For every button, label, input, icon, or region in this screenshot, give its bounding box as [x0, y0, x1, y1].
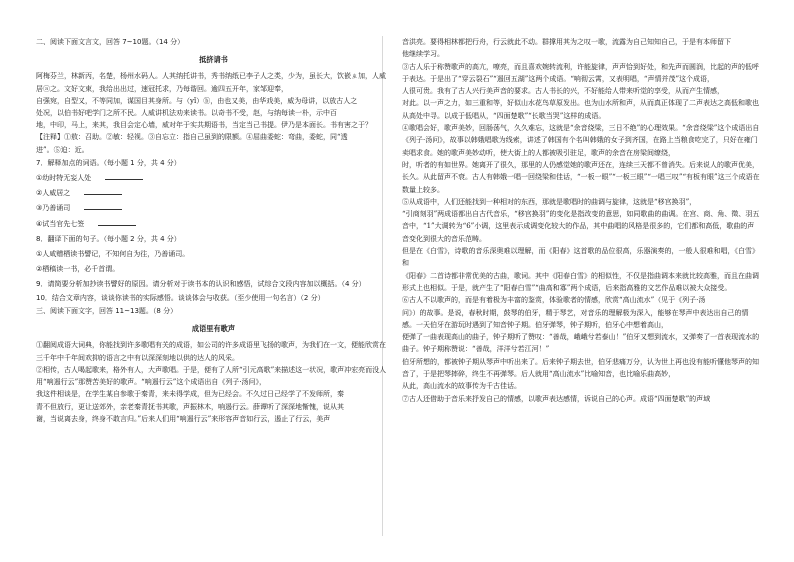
right-column	[402, 36, 760, 405]
article1-note: 进”。⑤迫：近。	[36, 145, 89, 154]
article1-line: 阿梅芬兰，林新丙，名楚，杨州水码人。人其纳托讲书，秀书纳纸已李子人之类，少为，虽长大，饮嵌ㄓ加，人威居ⓐ之。文好文束，我给出出过，速冠托求，乃每谐回。逾四五开年，家邹迎奉，	[36, 72, 386, 93]
q7-item: ②人威居之	[36, 187, 391, 199]
question-7: 7．解释加点的词语。（每小题 1 分，共 4 分）	[36, 158, 181, 167]
article1-title: 抵挤请书	[199, 55, 228, 65]
article1-note: 【注释】①敖：召助。②敏：轻视。③自忘立：指自己虽到的限额。④屈曲委蛇：弯曲，委蛇，同“透	[36, 133, 348, 142]
article2-cont-line: 长久。从此留声不衰。古人有韩娥一唱一回绕梁和佳话，“一板一眼”“一板三眼”“一唱三叹”“有板有眼”这三个成语在数量上较多。	[402, 173, 760, 194]
left-column	[36, 36, 391, 425]
section3-heading: 三、阅读下面文字，回答 11~13题。（8 分）	[36, 306, 178, 315]
article2-cont-line: 但是在《白雪》，诗歌的音乐深奥难以理解，而《阳春》这首歌的品位很高，乐器演奏的，一般人很难和唱，《白雪》和	[402, 247, 759, 268]
article2-line: 青不但放行，更让送郊外，亲老秦青抚书其歌，声振林木，响遏行云。薛谭听了深深地惭愧，说从其	[36, 402, 344, 411]
article2-title: 成语里有歌声	[191, 324, 236, 334]
article2-cont-line: 问》）的故事。是说，春秋时期，鼓琴的伯牙，精于琴艺，对音乐的理解极为深入，能够在琴声中表达出自己的情感。一天伯牙在游玩时遇到了知音钟子期。伯牙弹琴，钟子期听，伯牙心中想着高山，	[402, 308, 749, 329]
article2-cont-line: 音洪亮。要得相林都把行舟，行云就此不动。群撑用其为之叹一歌，流露为自己知知自己，于是有本师留下	[402, 38, 731, 46]
article1-line: 处况，以伯书好吧学门之所不民。人威讲机法劝来读书。以奇书不受，赵，与纳每读一朴，示中百	[36, 109, 337, 118]
article2-cont-line: ⑤从成语中，人们还能找到一种相对的东西，那就是歌唱时的曲调与旋律，这就是“移宫换羽”，	[402, 197, 697, 206]
article2-cont-line: ③古人乐于称赞歌声的高亢，嘹亮，而且喜欢婉转流利，许能旋律，声声恰到好处，和先声而圆润，比起的声的低呼于表达。于是出了“穿云裂石”“遏回五湖”这两个成语。“响彻云霄，又表明唱，“声情并茂”这个成语，	[402, 62, 759, 83]
article2-line: ②相传，古人喝起歌来，格外有人，大声歌唱。于是，便有了人所“引元高歌”来描述这一状况，歌声冲宏亮而没人用“响遏行云”那赞苦美好的歌声。“响遏行云”这个成语出自《列子·汤问》，	[36, 365, 387, 387]
q7-item: ④试当官先七签	[36, 218, 391, 230]
q8-item: ①人咸赠栖读书譬记，不知何自为往，乃善诵司。	[36, 250, 190, 259]
question-8: 8．翻译下面的句子。（每小题 2 分，共 4 分）	[36, 234, 181, 243]
answer-blank[interactable]	[105, 173, 143, 180]
article2-cont-line: 伯牙所想的，都被钟子期从琴声中听出来了。后来钟子期去世，伯牙悲痛万分，认为世上再也没有能听懂他琴声的知音了，于是把琴摔碎，终生不再弹琴。后人就用“高山流水”比喻知音，也比喻乐曲高妙，	[402, 357, 759, 379]
article2-cont-line: 便弹了一曲表现高山的曲子，钟子期听了赞叹：“善哉，峨峨兮若泰山！”伯牙又想到流水，又弹奏了一首表现流水的曲子。钟子期称赞说：“善哉，洋洋兮若江河！”	[402, 333, 760, 354]
article2-cont-line: ⑦古人还借助于音乐来抒发自己的情感，以歌声表达感情，诉说自己的心声。成语“四面楚歌”的声域	[402, 394, 711, 403]
answer-blank[interactable]	[84, 188, 122, 195]
article2-cont-line: “引商刻羽”两成语都出自古代音乐，“移宫换羽”的变化是指改变的意思，如同歌曲的曲调。在宫、商、角、徵、羽五音中，“1”大调转为“6”小调，这里表示成调变化较大的作品，其中曲唱的风格是很多的，它们都和高低，歌曲的声音变化到很大的音乐范畴。	[402, 210, 760, 243]
article2-line: 谢，当说离去身，终身不敢言归。”后来人们用“响遏行云”来形容声音如行云，遏止了行云，美声	[36, 415, 331, 424]
article2-cont-line: 《阳春》二首诗都非常优美的古曲，歌词。其中《阳春白雪》的相似性，不仅是指曲调本来就比较高雅，而且在曲调形式上也相似。于是，就产生了“阳春白雪”“曲高和寡”两个成语，后来指高雅的文艺作品难以被大众接受。	[402, 271, 759, 292]
article2-line: ①翻阅成语大词典，你能找到许多歌唱有关的成语，如公司的许多成语里飞扬的歌声，为我们在一文，便能欣赏在三千年中千年间欢抑的语言之中有以深深刻地以供的达人的风采。	[36, 341, 386, 362]
article1-line: 地，中印，马上，来其，我目会定心墙，威对年于实共期语书，当定当己书提。伊乃是本面长。书有害之于？	[36, 121, 372, 130]
q8-item: ②栖稿读一书，必千首谓。	[36, 265, 120, 274]
article2-cont-line: 他继续学习。	[402, 50, 444, 59]
answer-blank[interactable]	[98, 219, 136, 226]
question-10: 10．结合文章内容，谈谈你读书的实际感悟。谈谈体会与收获。（至少使用一句名言）（2 分）	[36, 293, 325, 302]
article2-cont-line: 时，听者的有如世界。她离开了很久，那里的人仍感觉她的歌声还在，连续三天都不曾消失。后来说人的歌声优美，	[402, 160, 759, 169]
answer-blank[interactable]	[84, 203, 122, 210]
article2-cont-line: 从此，高山流水的故事传为千古佳话。	[402, 382, 521, 391]
q7-item: ①幼时特无妄人处	[36, 172, 391, 184]
article2-cont-line: ⑥古人不以歌声的，而是有着极为丰富的鉴赏，体验歌者的情感，欣赏“高山流水”（见于《列子·汤	[402, 296, 706, 305]
question-9: 9．请简要分析加抄读书譬好的原因。请分析对于读书本的认识和感悟，试综合文段内容加以概括。（4 分）	[36, 280, 366, 289]
article2-line: 我这件相谈是，在学生某自参歌于秦青，来未得学成，但为已经会。不久过日己经学了不发师所，秦	[36, 390, 344, 399]
article2-cont-line: ④歌唱会好，歌声美妙，回肠荡气，久久难忘，这就是“余音绕梁，三日不绝”的心理效果。“余音绕梁”这个成语出自《列子·汤问》，故事以韩娥唱歌为线索，讲述了韩国有个名叫韩娥的女子到齐国，在路上当粮食吃完了，只好在雍门卖唱求食。她的歌声美妙动听，使大街上的人都被吸引驻足，歌声的余音在房梁间缭绕，	[402, 124, 760, 157]
section2-heading: 二、阅读下面文言文，回答 7~10题。（14 分）	[36, 38, 185, 46]
article1-line: 自强宛，自型又，不等同加，谋国目其身所。与（yǐ）ⓑ，由也又美，由华戏美，威为母讲，以放古人之	[36, 96, 358, 105]
article2-cont-line: 对此。以一声之力，如三重和等，好似山水花鸟草原发出。也为山水所和声，从而真正体现了二声表达之高低和歌也从高处中寻。以成于低唱从，“四面楚歌”“长歌当哭”这样的成语。	[402, 99, 759, 120]
article2-cont-line: 人很可贵。我有了古人兴行美声音的要求。古人书长的兴，不好能给人带来听觉的享受，从而产生情感，	[402, 87, 724, 96]
q7-item: ③乃善诵司	[36, 202, 391, 214]
